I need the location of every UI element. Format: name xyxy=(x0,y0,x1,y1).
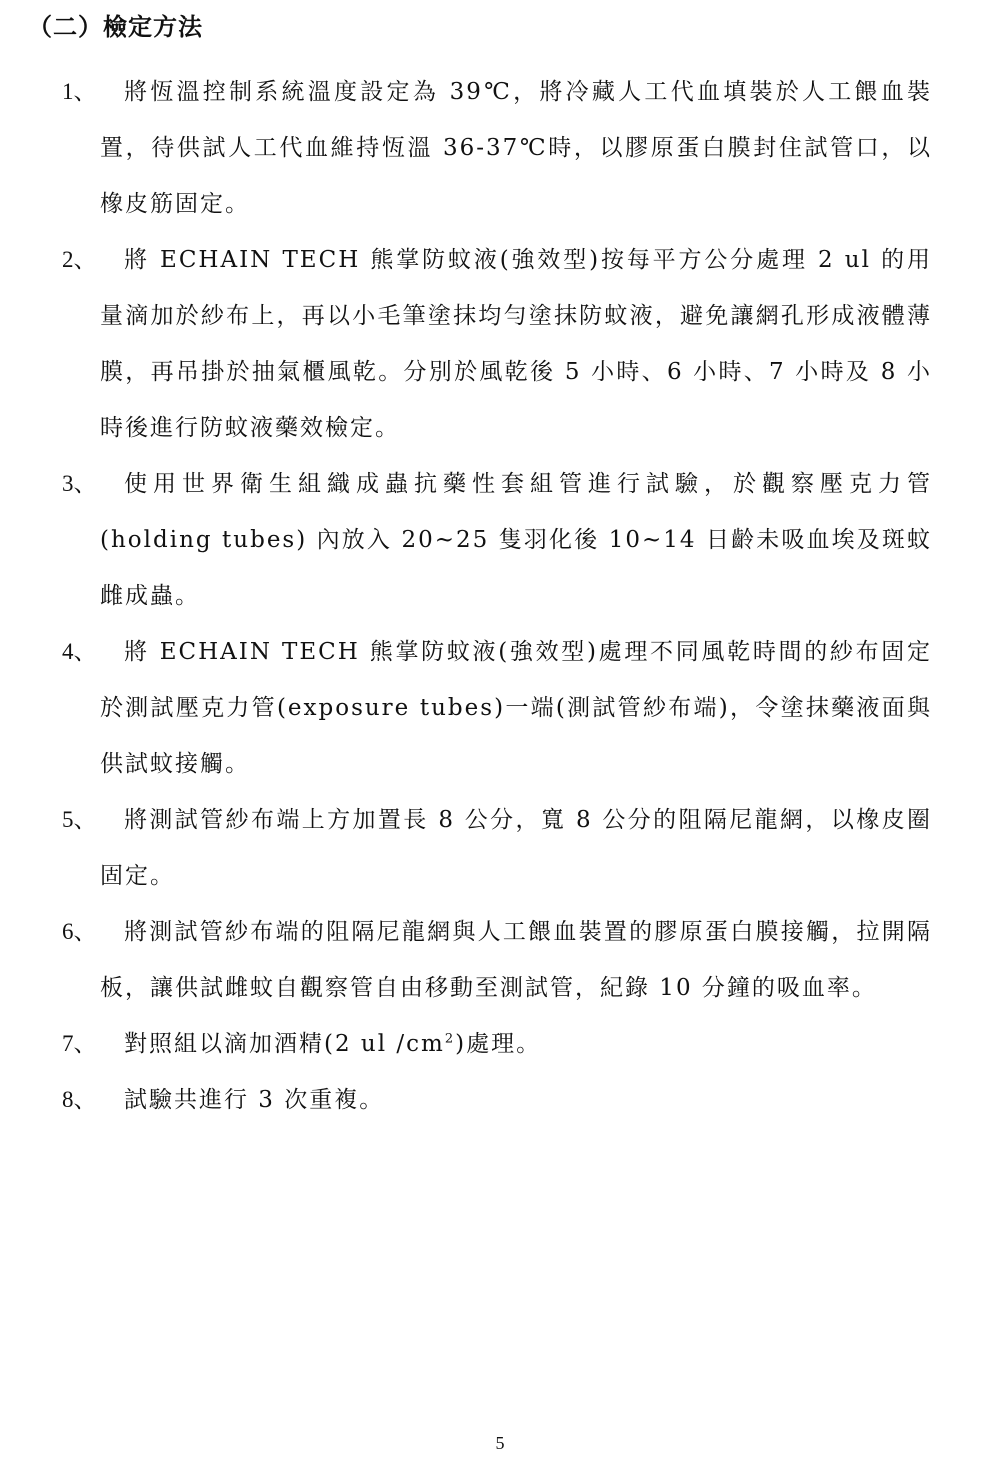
step-number: 4、 xyxy=(62,639,97,664)
step-7 xyxy=(0,1016,1000,1072)
step-number: 6、 xyxy=(62,919,97,944)
step-2 xyxy=(0,232,1000,456)
step-8 xyxy=(0,1072,1000,1128)
step-number: 5、 xyxy=(62,807,97,832)
step-number: 3、 xyxy=(62,471,97,496)
step-text: 試驗共進行 3 次重複。 xyxy=(124,1087,385,1113)
step-text: 將 ECHAIN TECH 熊掌防蚊液(強效型)按每平方公分處理 2 ul 的用量滴加於紗布上，再以小毛筆塗抹均勻塗抹防蚊液，避免讓網孔形成液體薄膜，再吊掛於抽氣櫃風乾。分別於風乾後 5 小時、6 小時、7 小時及 8 小時後進行防蚊液藥效檢定。 xyxy=(100,247,932,441)
step-text xyxy=(100,1016,932,1072)
step-text: 將 ECHAIN TECH 熊掌防蚊液(強效型)處理不同風乾時間的紗布固定於測試壓克力管(exposure tubes)一端(測試管紗布端)，令塗抹藥液面與供試蚊接觸。 xyxy=(100,639,932,777)
step-5 xyxy=(0,792,1000,904)
step-6 xyxy=(0,904,1000,1016)
step-text: 使用世界衛生組織成蟲抗藥性套組管進行試驗，於觀察壓克力管(holding tubes) 內放入 20~25 隻羽化後 10~14 日齡未吸血埃及斑蚊雌成蟲。 xyxy=(100,471,932,609)
step-1 xyxy=(0,64,1000,232)
step-text: 將恆溫控制系統溫度設定為 39℃，將冷藏人工代血填裝於人工餵血裝置，待供試人工代血維持恆溫 36-37℃時，以膠原蛋白膜封住試管口，以橡皮筋固定。 xyxy=(100,79,932,217)
step-number: 8、 xyxy=(62,1087,97,1112)
step-number: 1、 xyxy=(62,79,97,104)
step-text-after: )處理。 xyxy=(455,1031,542,1057)
step-text: 將測試管紗布端上方加置長 8 公分，寬 8 公分的阻隔尼龍網，以橡皮圈固定。 xyxy=(100,807,932,889)
step-text-before: 對照組以滴加酒精(2 ul /cm xyxy=(124,1031,445,1057)
section-heading: （二）檢定方法 xyxy=(28,12,203,41)
step-number: 2、 xyxy=(62,247,97,272)
step-4 xyxy=(0,624,1000,792)
superscript: 2 xyxy=(444,1031,456,1047)
page-number: 5 xyxy=(495,1433,505,1453)
step-3 xyxy=(0,456,1000,624)
step-text: 將測試管紗布端的阻隔尼龍網與人工餵血裝置的膠原蛋白膜接觸，拉開隔板，讓供試雌蚊自觀察管自由移動至測試管，紀錄 10 分鐘的吸血率。 xyxy=(100,919,932,1001)
procedure-steps xyxy=(0,64,1000,1128)
step-number: 7、 xyxy=(62,1031,97,1056)
